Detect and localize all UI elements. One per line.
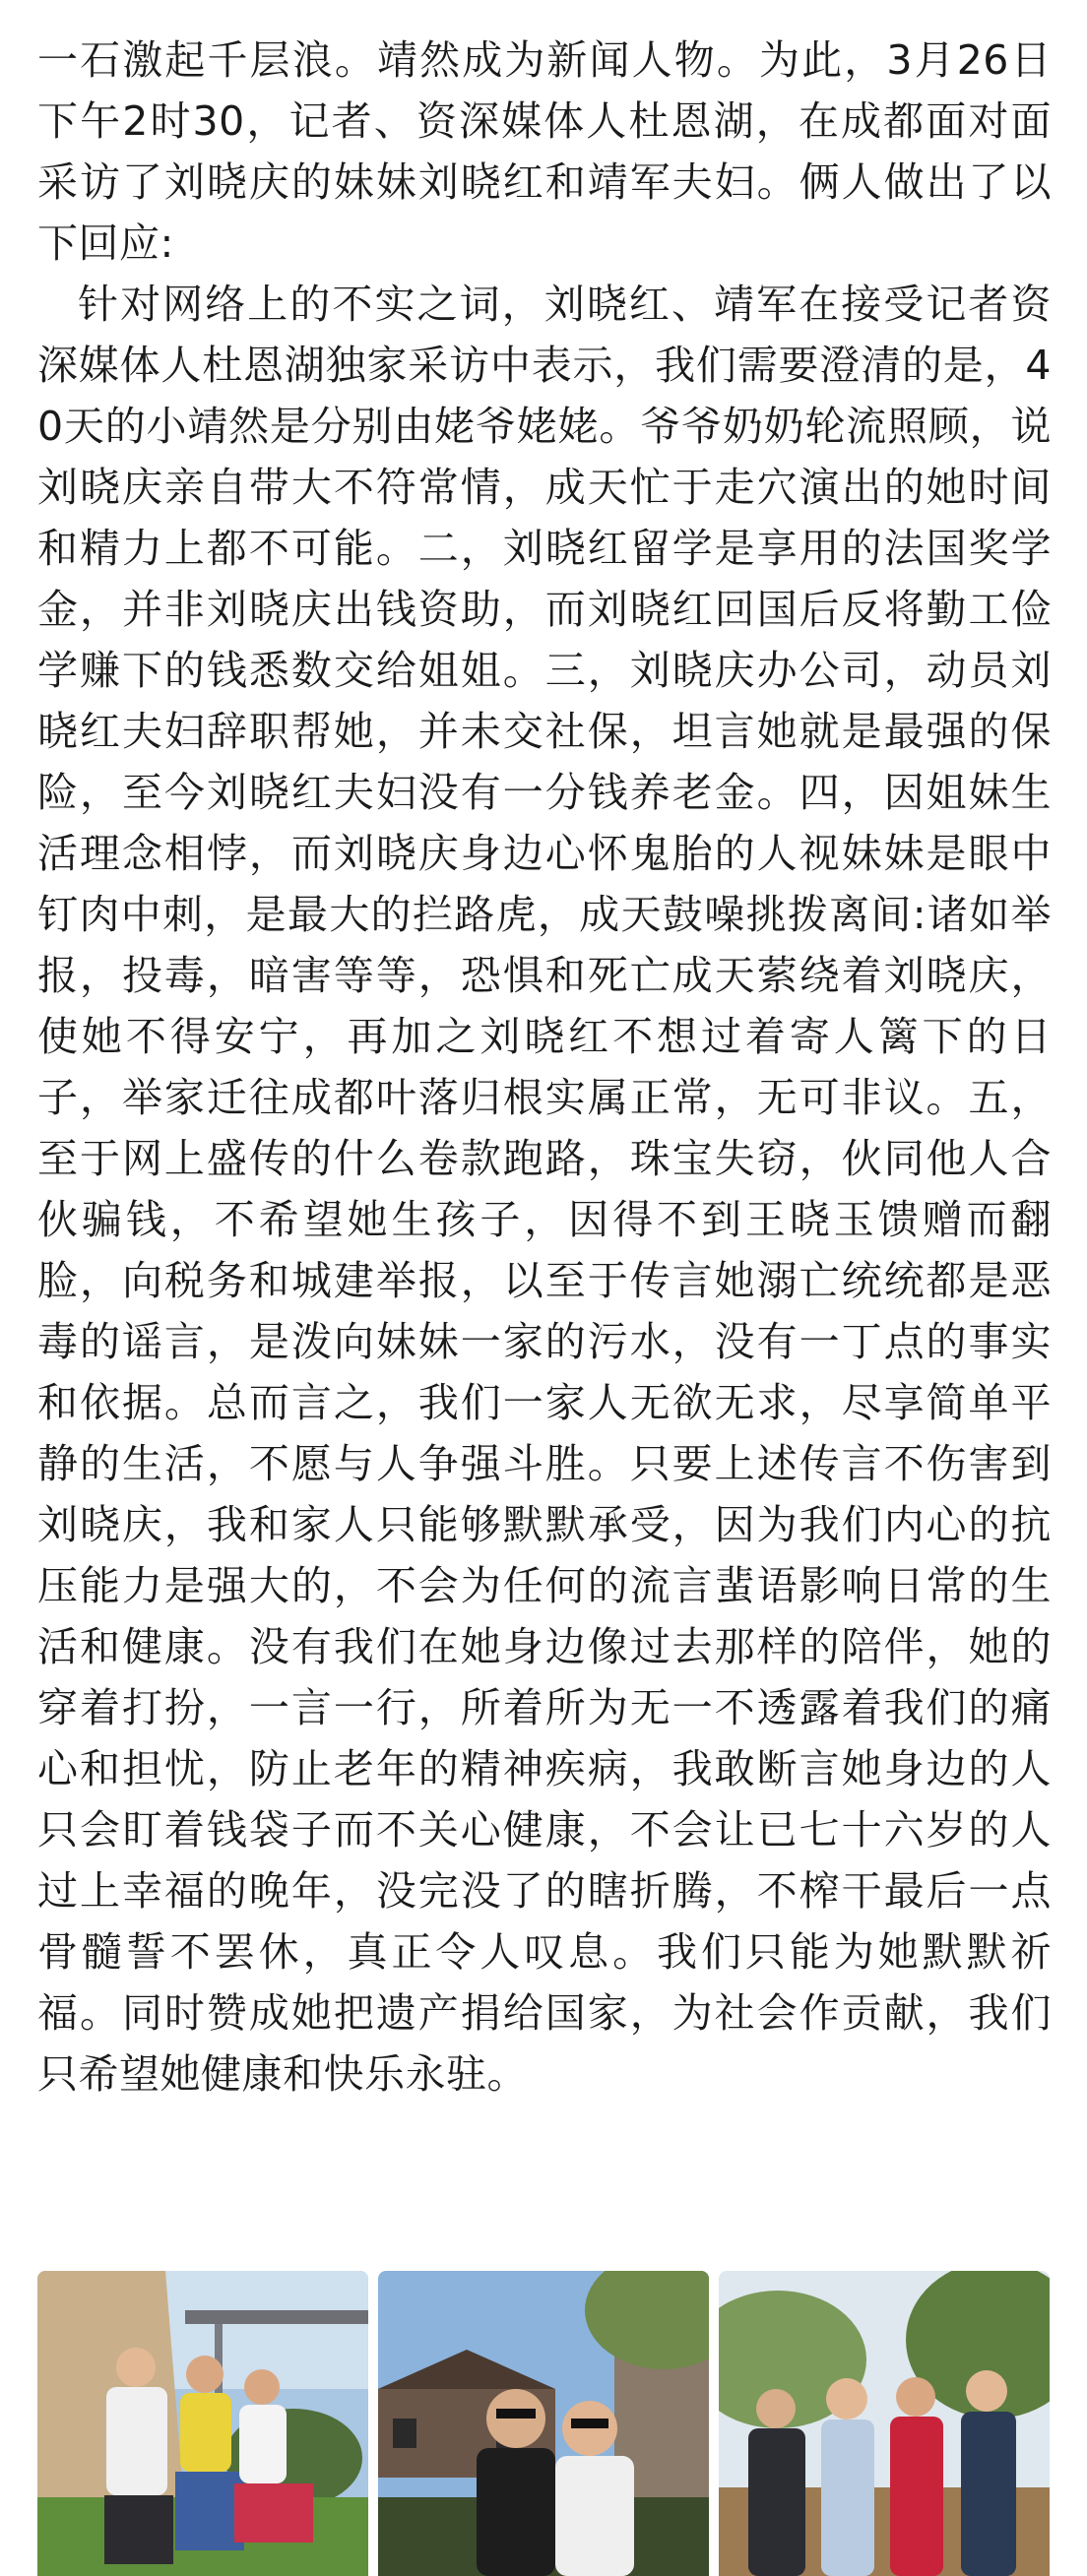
photo-thumbnail-3[interactable] [719, 2271, 1050, 2576]
post-paragraph-intro: 一石激起千层浪。靖然成为新闻人物。为此，3月26日下午2时30，记者、资深媒体人杜恩湖，在成都面对面采访了刘晓庆的妹妹刘晓红和靖军夫妇。俩人做出了以下回应: [37, 36, 1052, 267]
photo-thumbnail-1[interactable] [37, 2271, 368, 2576]
post-paragraph-statement: 针对网络上的不实之词，刘晓红、靖军在接受记者资深媒体人杜恩湖独家采访中表示，我们需要澄清的是，40天的小靖然是分别由姥爷姥姥。爷爷奶奶轮流照顾，说刘晓庆亲自带大不符常情，成天忙于走穴演出的她时间和精力上都不可能。二，刘晓红留学是享用的法国奖学金，并非刘晓庆出钱资助，而刘晓红回国后反将勤工俭学赚下的钱悉数交给姐姐。三，刘晓庆办公司，动员刘晓红夫妇辞职帮她，并未交社保，坦言她就是最强的保险，至今刘晓红夫妇没有一分钱养老金。四，因姐妹生活理念相悖，而刘晓庆身边心怀鬼胎的人视妹妹是眼中钉肉中刺，是最大的拦路虎，成天鼓噪挑拨离间:诸如举报，投毒，暗害等等，恐惧和死亡成天萦绕着刘晓庆，使她不得安宁，再加之刘晓红不想过着寄人篱下的日子，举家迁往成都叶落归根实属正常，无可非议。五，至于网上盛传的什么卷款跑路，珠宝失窃，伙同他人合伙骗钱，不希望她生孩子，因得不到王晓玉馈赠而翻脸，向税务和城建举报，以至于传言她溺亡统统都是恶毒的谣言，是泼向妹妹一家的污水，没有一丁点的事实和依据。总而言之，我们一家人无欲无求，尽享简单平静的生活，不愿与人争强斗胜。只要上述传言不伤害到刘晓庆，我和家人只能够默默承受，因为我们内心的抗压能力是强大的，不会为任何的流言蜚语影响日常的生活和健康。没有我们在她身边像过去那样的陪伴，她的穿着打扮，一言一行，所着所为无一不透露着我们的痛心和担忧，防止老年的精神疾病，我敢断言她身边的人只会盯着钱袋子而不关心健康，不会让已七十六岁的人过上幸福的晚年，没完没了的瞎折腾，不榨干最后一点骨髓誓不罢休，真正令人叹息。我们只能为她默默祈福。同时赞成她把遗产捐给国家，为社会作贡献，我们只希望她健康和快乐永驻。 [37, 281, 1052, 2098]
photo-grid [37, 2271, 1050, 2576]
post-text [37, 30, 1052, 2105]
photo-thumbnail-2[interactable] [378, 2271, 709, 2576]
